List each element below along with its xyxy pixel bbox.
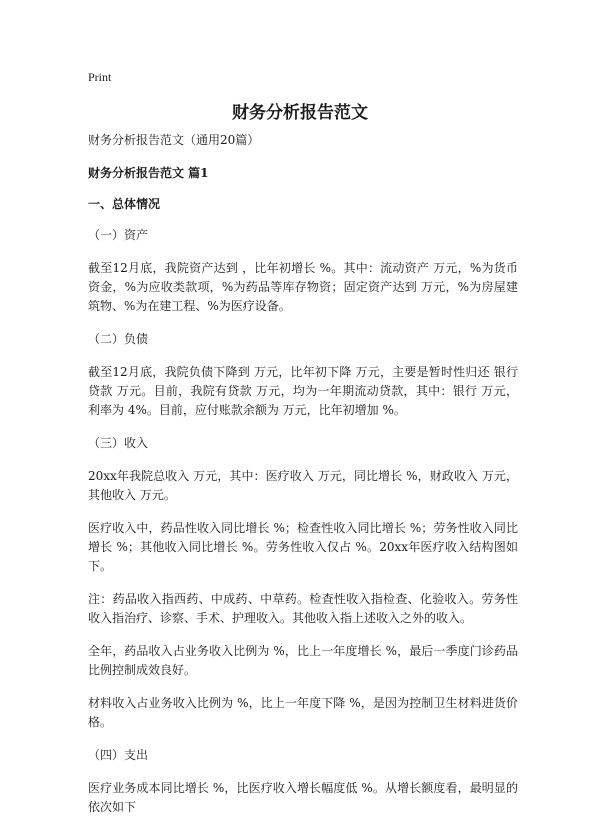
paragraph-income-note: 注：药品收入指西药、中成药、中草药。检查性收入指检查、化验收入。劳务性收入指治疗、诊察、手术、护理收入。其他收入指上述收入之外的收入。 xyxy=(88,592,518,625)
paragraph-income-total: 20xx年我院总收入 万元，其中：医疗收入 万元，同比增长 %，财政收入 万元，其他收入 万元。 xyxy=(88,469,518,502)
subsection-heading-expense: （四）支出 xyxy=(88,748,149,762)
paragraph-income-structure: 医疗收入中，药品性收入同比增长 %；检查性收入同比增长 %；劳务性收入同比增长 %；其他收入同比增长 %。劳务性收入仅占 %。20xx年医疗收入结构图如下。 xyxy=(88,521,518,573)
part-heading: 财务分析报告范文 篇1 xyxy=(88,166,209,180)
paragraph-income-drug-ratio: 全年，药品收入占业务收入比例为 %，比上一年度增长 %，最后一季度门诊药品比例控制成效良好。 xyxy=(88,644,518,677)
paragraph-expense: 医疗业务成本同比增长 %，比医疗收入增长幅度低 %。从增长额度看，最明显的依次如下 xyxy=(88,781,518,814)
print-label: Print xyxy=(88,70,112,84)
section-heading-overview: 一、总体情况 xyxy=(88,197,161,211)
document-subtitle: 财务分析报告范文（通用20篇） xyxy=(88,133,260,147)
paragraph-income-material-ratio: 材料收入占业务收入比例为 %，比上一年度下降 %，是因为控制卫生材料进货价格。 xyxy=(88,696,518,729)
subsection-heading-income: （三）收入 xyxy=(88,436,149,450)
paragraph-assets: 截至12月底，我院资产达到 ，比年初增长 %。其中：流动资产 万元，%为货币资金，%为应收类款项，%为药品等库存物资；固定资产达到 万元，%为房屋建筑物、%为在建工程、%为医疗设备。 xyxy=(88,261,518,313)
document-title: 财务分析报告范文 xyxy=(232,103,368,123)
document-body xyxy=(88,131,518,831)
subsection-heading-assets: （一）资产 xyxy=(88,228,149,242)
subsection-heading-liabilities: （二）负债 xyxy=(88,332,149,346)
paragraph-liabilities: 截至12月底，我院负债下降到 万元，比年初下降 万元，主要是暂时性归还 银行贷款 万元。目前，我院有贷款 万元，均为一年期流动贷款，其中：银行 万元，利率为 4%。目前，应付账款余额为 万元，比年初增加 %。 xyxy=(88,365,518,417)
